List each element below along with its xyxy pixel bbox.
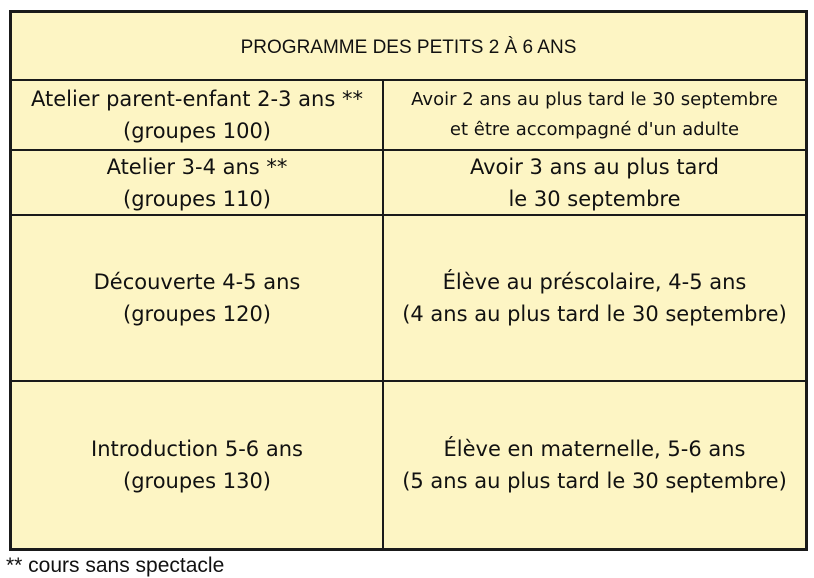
program-groups: (groupes 120) <box>123 302 271 326</box>
program-name: Découverte 4-5 ans <box>93 270 301 294</box>
requirement-line: (4 ans au plus tard le 30 septembre) <box>402 302 787 326</box>
requirement-line: (5 ans au plus tard le 30 septembre) <box>402 469 787 493</box>
requirement-line: Avoir 2 ans au plus tard le 30 septembre <box>411 89 778 110</box>
requirement-line: Élève au préscolaire, 4-5 ans <box>442 270 747 294</box>
program-groups: (groupes 100) <box>123 119 271 143</box>
program-cell-introduction <box>12 382 384 548</box>
program-groups: (groupes 110) <box>123 186 271 211</box>
program-name: Introduction 5-6 ans <box>91 437 303 461</box>
requirement-cell-decouverte <box>384 216 805 382</box>
requirement-line: Avoir 3 ans au plus tard <box>469 154 720 179</box>
requirement-line: et être accompagné d'un adulte <box>449 119 740 140</box>
program-table <box>9 10 808 551</box>
requirement-line: le 30 septembre <box>508 186 681 211</box>
program-cell-atelier-3-4 <box>12 151 384 216</box>
requirement-cell-parent-enfant <box>384 81 805 151</box>
footnote: ** cours sans spectacle <box>6 554 225 577</box>
program-name: Atelier 3-4 ans ** <box>106 154 288 179</box>
requirement-cell-atelier-3-4 <box>384 151 805 216</box>
requirement-line: Élève en maternelle, 5-6 ans <box>443 437 746 461</box>
program-groups: (groupes 130) <box>123 469 271 493</box>
requirement-cell-introduction <box>384 382 805 548</box>
table-title <box>12 13 805 81</box>
program-cell-parent-enfant <box>12 81 384 151</box>
program-cell-decouverte <box>12 216 384 382</box>
table-title-text: PROGRAMME DES PETITS 2 À 6 ANS <box>240 37 577 58</box>
program-name: Atelier parent-enfant 2-3 ans ** <box>31 87 363 111</box>
